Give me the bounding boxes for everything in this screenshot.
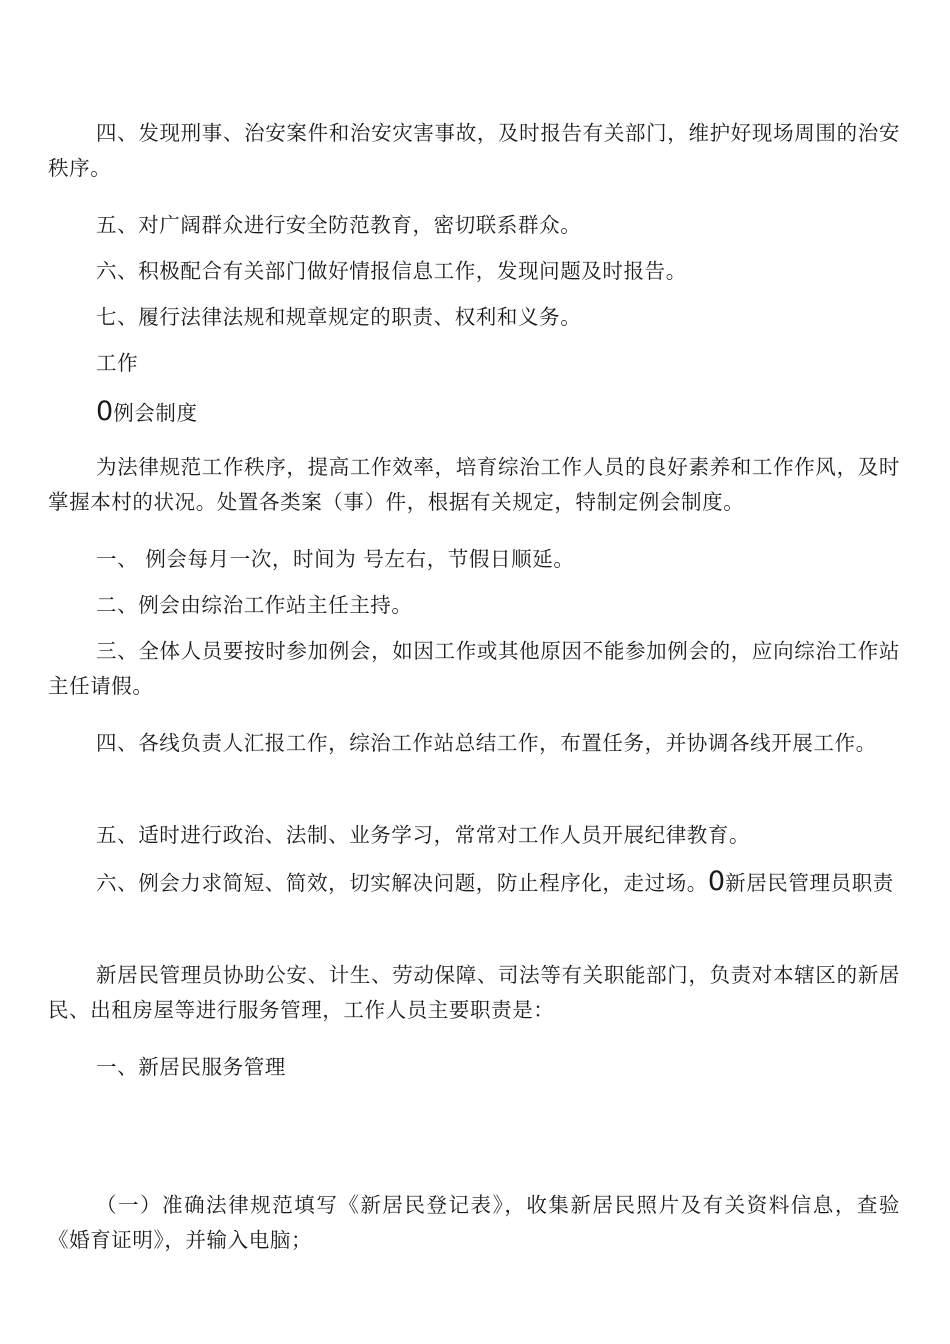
paragraph-new-resident-intro: 新居民管理员协助公安、计生、劳动保障、司法等有关职能部门，负责对本辖区的新居民、出租房屋等进行服务管理，工作人员主要职责是： (48, 963, 900, 1022)
heading-meeting-text: 例会制度 (113, 401, 198, 425)
paragraph-meeting-item-6 (48, 864, 900, 901)
paragraph-meeting-purpose: 为法律规范工作秩序，提高工作效率，培育综治工作人员的良好素养和工作作风，及时掌握本村的状况。处置各类案（事）件，根据有关规定，特制定例会制度。 (48, 455, 900, 514)
meeting-item-6-text: 六、例会力求简短、简效，切实解决问题，防止程序化，走过场。 (96, 871, 708, 895)
paragraph-meeting-item-3: 三、全体人员要按时参加例会，如因工作或其他原因不能参加例会的，应向综治工作站主任请假。 (48, 639, 900, 698)
paragraph-report-incidents: 四、发现刑事、治安案件和治安灾害事故，及时报告有关部门，维护好现场周围的治安秩序。 (48, 121, 900, 180)
section-title-new-resident-duties: 新居民管理员职责 (725, 871, 894, 895)
heading-marker: 0 (96, 396, 114, 427)
paragraph-safety-education: 五、对广阔群众进行安全防范教育，密切联系群众。 (96, 213, 582, 237)
paragraph-meeting-item-1: 一、 例会每月一次，时间为 号左右，节假日顺延。 (96, 547, 575, 571)
paragraph-registration-form: （一）准确法律规范填写《新居民登记表》，收集新居民照片及有关资料信息，查验《婚育证明》，并输入电脑； (48, 1193, 900, 1252)
paragraph-intelligence-work: 六、积极配合有关部门做好情报信息工作，发现问题及时报告。 (96, 259, 687, 283)
heading-new-resident-service: 一、新居民服务管理 (96, 1055, 286, 1079)
section-marker: 0 (707, 866, 726, 897)
paragraph-legal-duties: 七、履行法律法规和规章规定的职责、权利和义务。 (96, 305, 582, 329)
paragraph-meeting-item-5: 五、适时进行政治、法制、业务学习，常常对工作人员开展纪律教育。 (96, 823, 751, 847)
paragraph-meeting-item-2: 二、例会由综治工作站主任主持。 (96, 593, 413, 617)
heading-meeting-system (96, 394, 198, 431)
paragraph-meeting-item-4: 四、各线负责人汇报工作，综治工作站总结工作，布置任务，并协调各线开展工作。 (96, 731, 877, 755)
heading-work: 工作 (96, 351, 139, 375)
